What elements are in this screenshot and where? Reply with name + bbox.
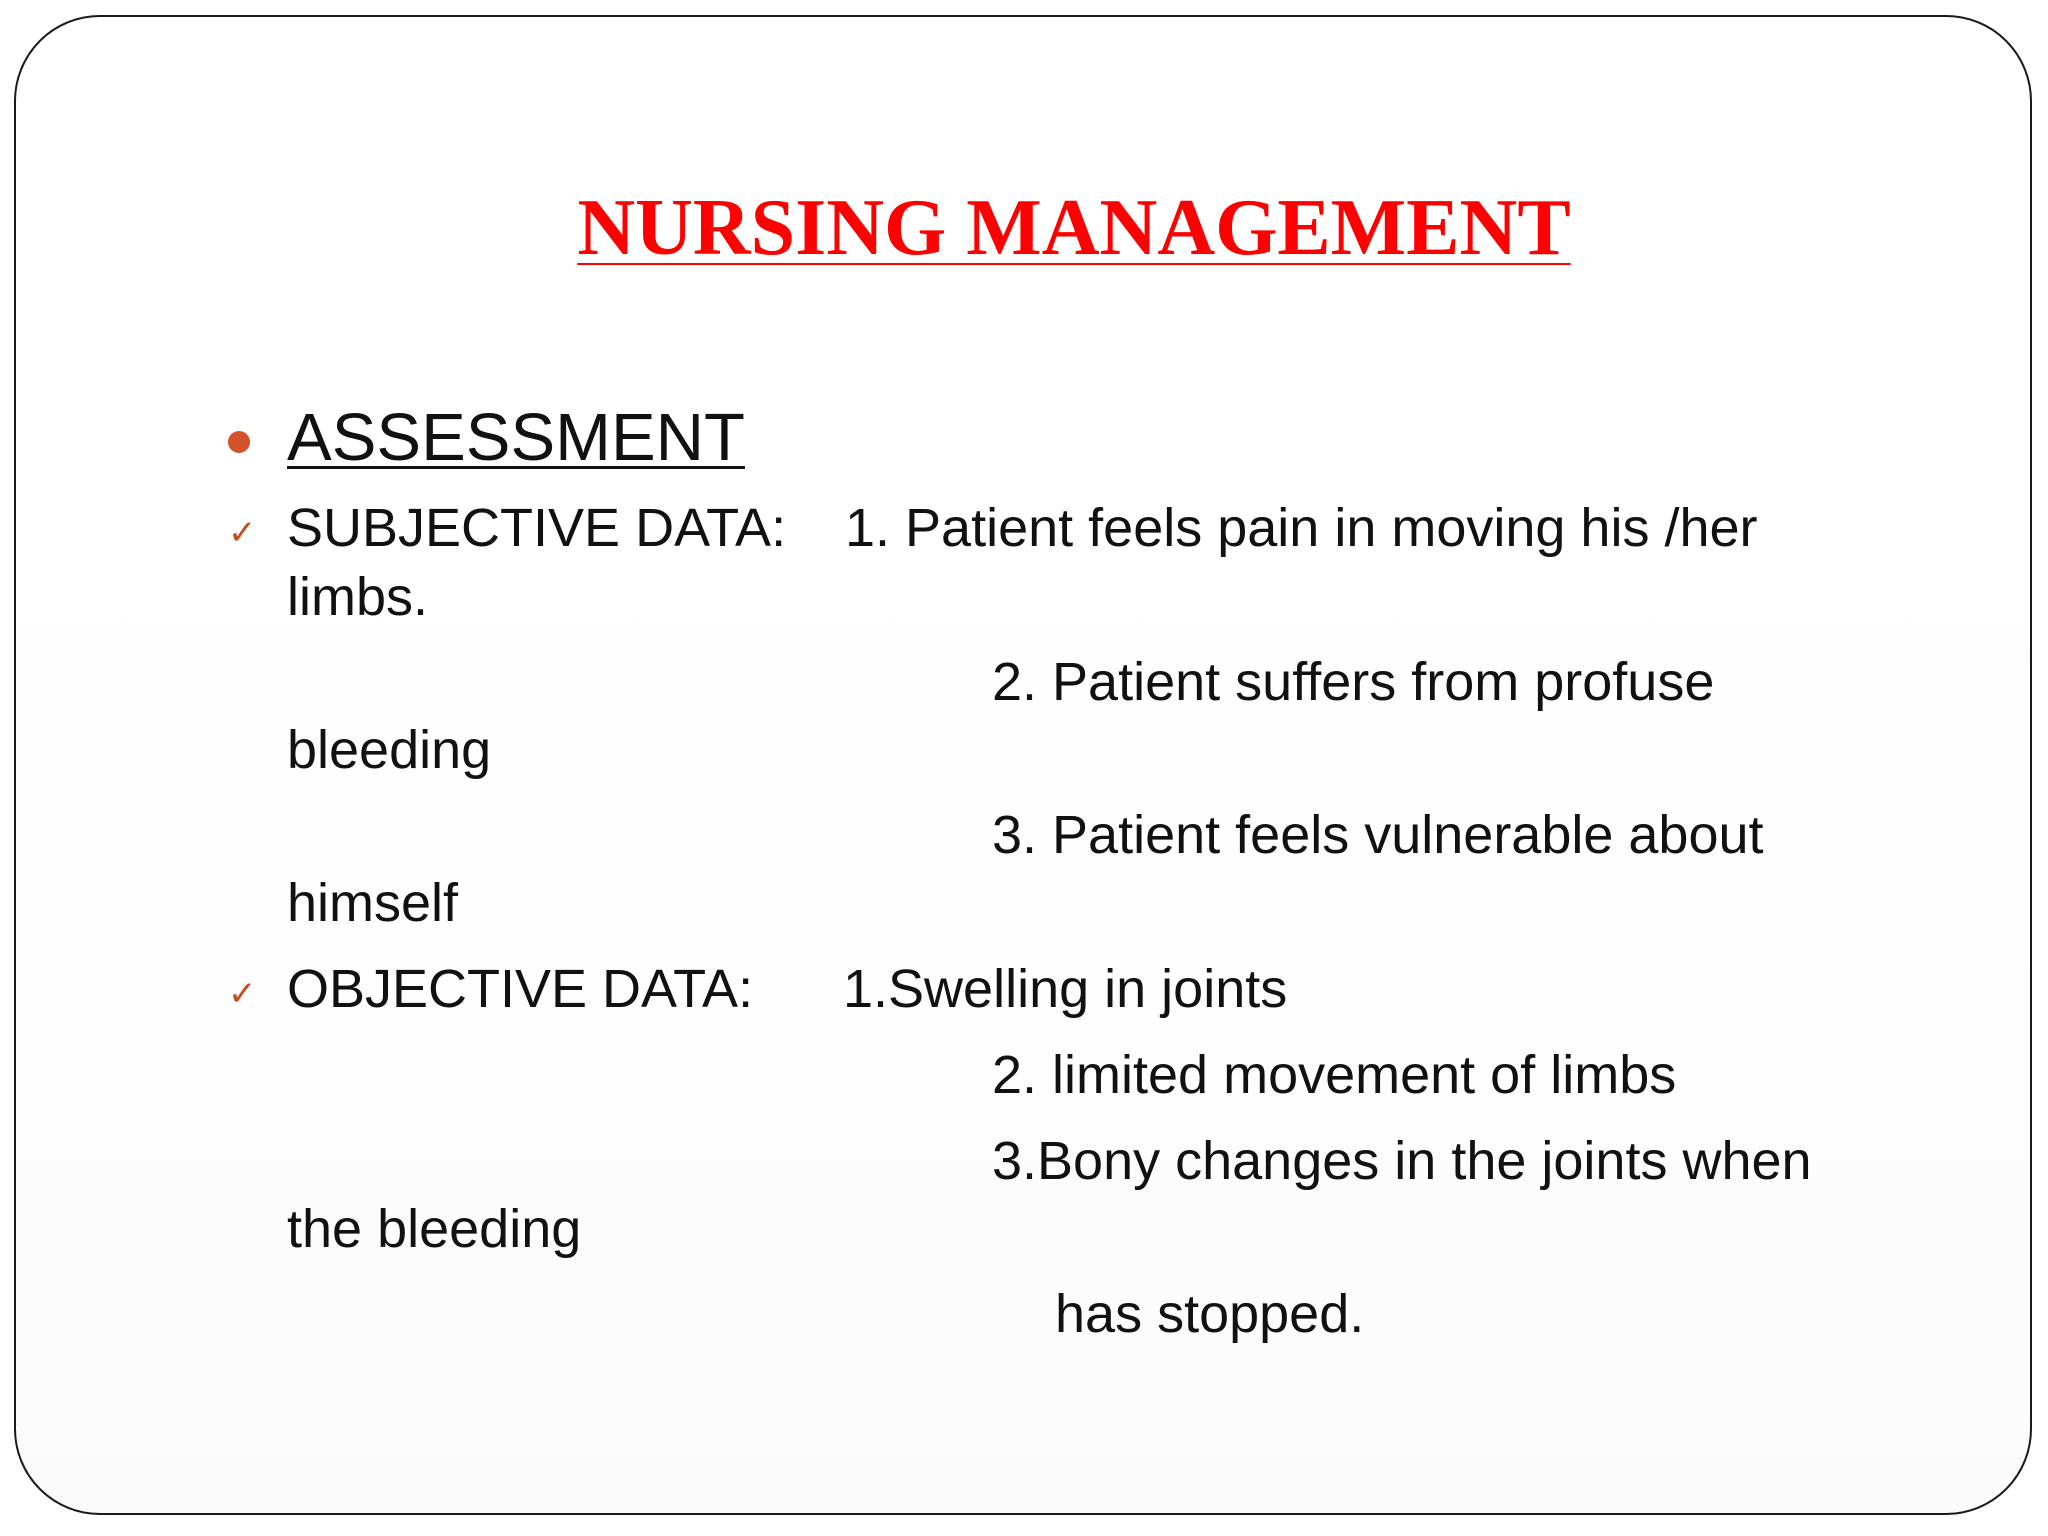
objective-item-3-continued: the bleeding [287, 1199, 582, 1259]
bullet-dot-icon [228, 431, 250, 453]
objective-item-3: 3.Bony changes in the joints when [992, 1131, 1812, 1191]
check-mark-icon: ✓ [228, 513, 257, 553]
subjective-item-3: 3. Patient feels vulnerable about [992, 805, 1764, 865]
subjective-item-1: 1. Patient feels pain in moving his /her [845, 498, 1758, 558]
slide-title [0, 182, 2048, 274]
subjective-item-3-continued: himself [287, 873, 459, 933]
subjective-item-2-continued: bleeding [287, 720, 492, 780]
subjective-item-1-continued: limbs. [287, 567, 429, 627]
subjective-item-2: 2. Patient suffers from profuse [992, 652, 1715, 712]
subjective-label: SUBJECTIVE DATA: [287, 498, 787, 558]
objective-item-1: 1.Swelling in joints [843, 959, 1288, 1019]
objective-item-2: 2. limited movement of limbs [992, 1045, 1677, 1105]
objective-item-3-end: has stopped. [1055, 1284, 1365, 1344]
check-mark-icon: ✓ [228, 974, 257, 1014]
objective-label: OBJECTIVE DATA: [287, 959, 754, 1019]
assessment-heading: ASSESSMENT [287, 400, 745, 475]
slide-title-text: NURSING MANAGEMENT [577, 184, 1571, 272]
